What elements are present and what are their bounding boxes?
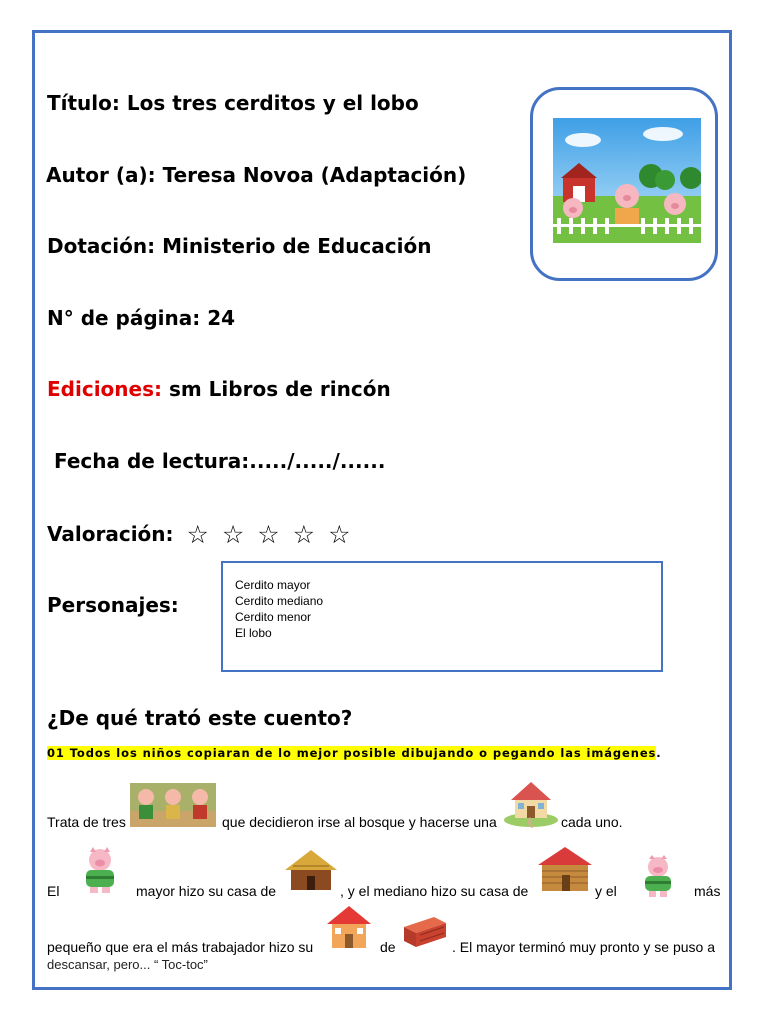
story-text: de [380,939,396,955]
instruction-period: . [656,746,662,760]
characters-label: Personajes: [47,593,179,617]
story-text: mayor hizo su casa de [136,883,277,899]
three-pigs-cover-image [553,118,701,243]
title-value: Los tres cerditos y el lobo [126,91,419,115]
instruction-highlight: 01 Todos los niños copiaran de lo mejor posible dibujando o pegando las imágenes [47,746,657,760]
rating-field [47,520,356,549]
character-item: Cerdito mayor [235,578,311,592]
character-item: Cerdito mediano [235,594,324,608]
brick-image [400,915,448,949]
dotacion-label: Dotación: [47,234,156,258]
question-heading: ¿De qué trató este cuento? [47,706,353,730]
title-field [47,91,419,115]
author-field [46,163,466,187]
star-icon[interactable]: ☆ [221,520,245,549]
page-number-field [47,306,235,330]
instruction-text [47,746,662,760]
star-icon[interactable]: ☆ [328,520,351,549]
character-item: El lobo [235,626,272,640]
author-label: Autor (a): [46,163,156,187]
rating-stars [187,520,357,549]
dotacion-field [47,234,431,258]
pig-image [76,847,124,895]
page-number-value: 24 [207,306,236,330]
story-text: pequeño que era el más trabajador hizo su [47,939,314,955]
dotacion-value: Ministerio de Educación [162,234,432,258]
reading-date-field [54,449,385,473]
three-pigs-image [130,783,216,827]
ediciones-value: sm Libros de rincón [168,377,391,401]
house-image [503,776,559,828]
story-text: cada uno. [561,814,623,830]
story-text: más [694,883,721,899]
reading-date-label: Fecha de lectura: [54,449,250,473]
star-icon[interactable]: ☆ [186,520,209,549]
story-text: Trata de tres [47,814,126,830]
characters-list [235,577,323,641]
story-text: y el [595,883,617,899]
book-cover-frame [530,87,718,281]
ediciones-label: Ediciones: [47,377,162,401]
story-text: El [47,883,60,899]
title-label: Título: [47,91,120,115]
story-text: , y el mediano hizo su casa de [340,883,529,899]
characters-box[interactable] [221,561,663,672]
author-value: Teresa Novoa (Adaptación) [162,163,467,187]
star-icon[interactable]: ☆ [292,520,316,549]
straw-hut-image [283,848,339,894]
character-item: Cerdito menor [235,610,312,624]
wood-house-image [536,845,594,893]
pig-image [634,855,682,899]
reading-date-value[interactable]: ...../...../...... [249,449,386,473]
page-number-label: N° de página: [47,306,201,330]
story-text: descansar, pero... “ Toc-toc” [47,957,208,972]
brick-house-image [325,904,373,950]
star-icon[interactable]: ☆ [257,520,280,549]
rating-label: Valoración: [47,522,174,546]
ediciones-field [47,377,391,401]
story-text: que decidieron irse al bosque y hacerse una [222,814,497,830]
story-text: . El mayor terminó muy pronto y se puso a [452,939,715,955]
